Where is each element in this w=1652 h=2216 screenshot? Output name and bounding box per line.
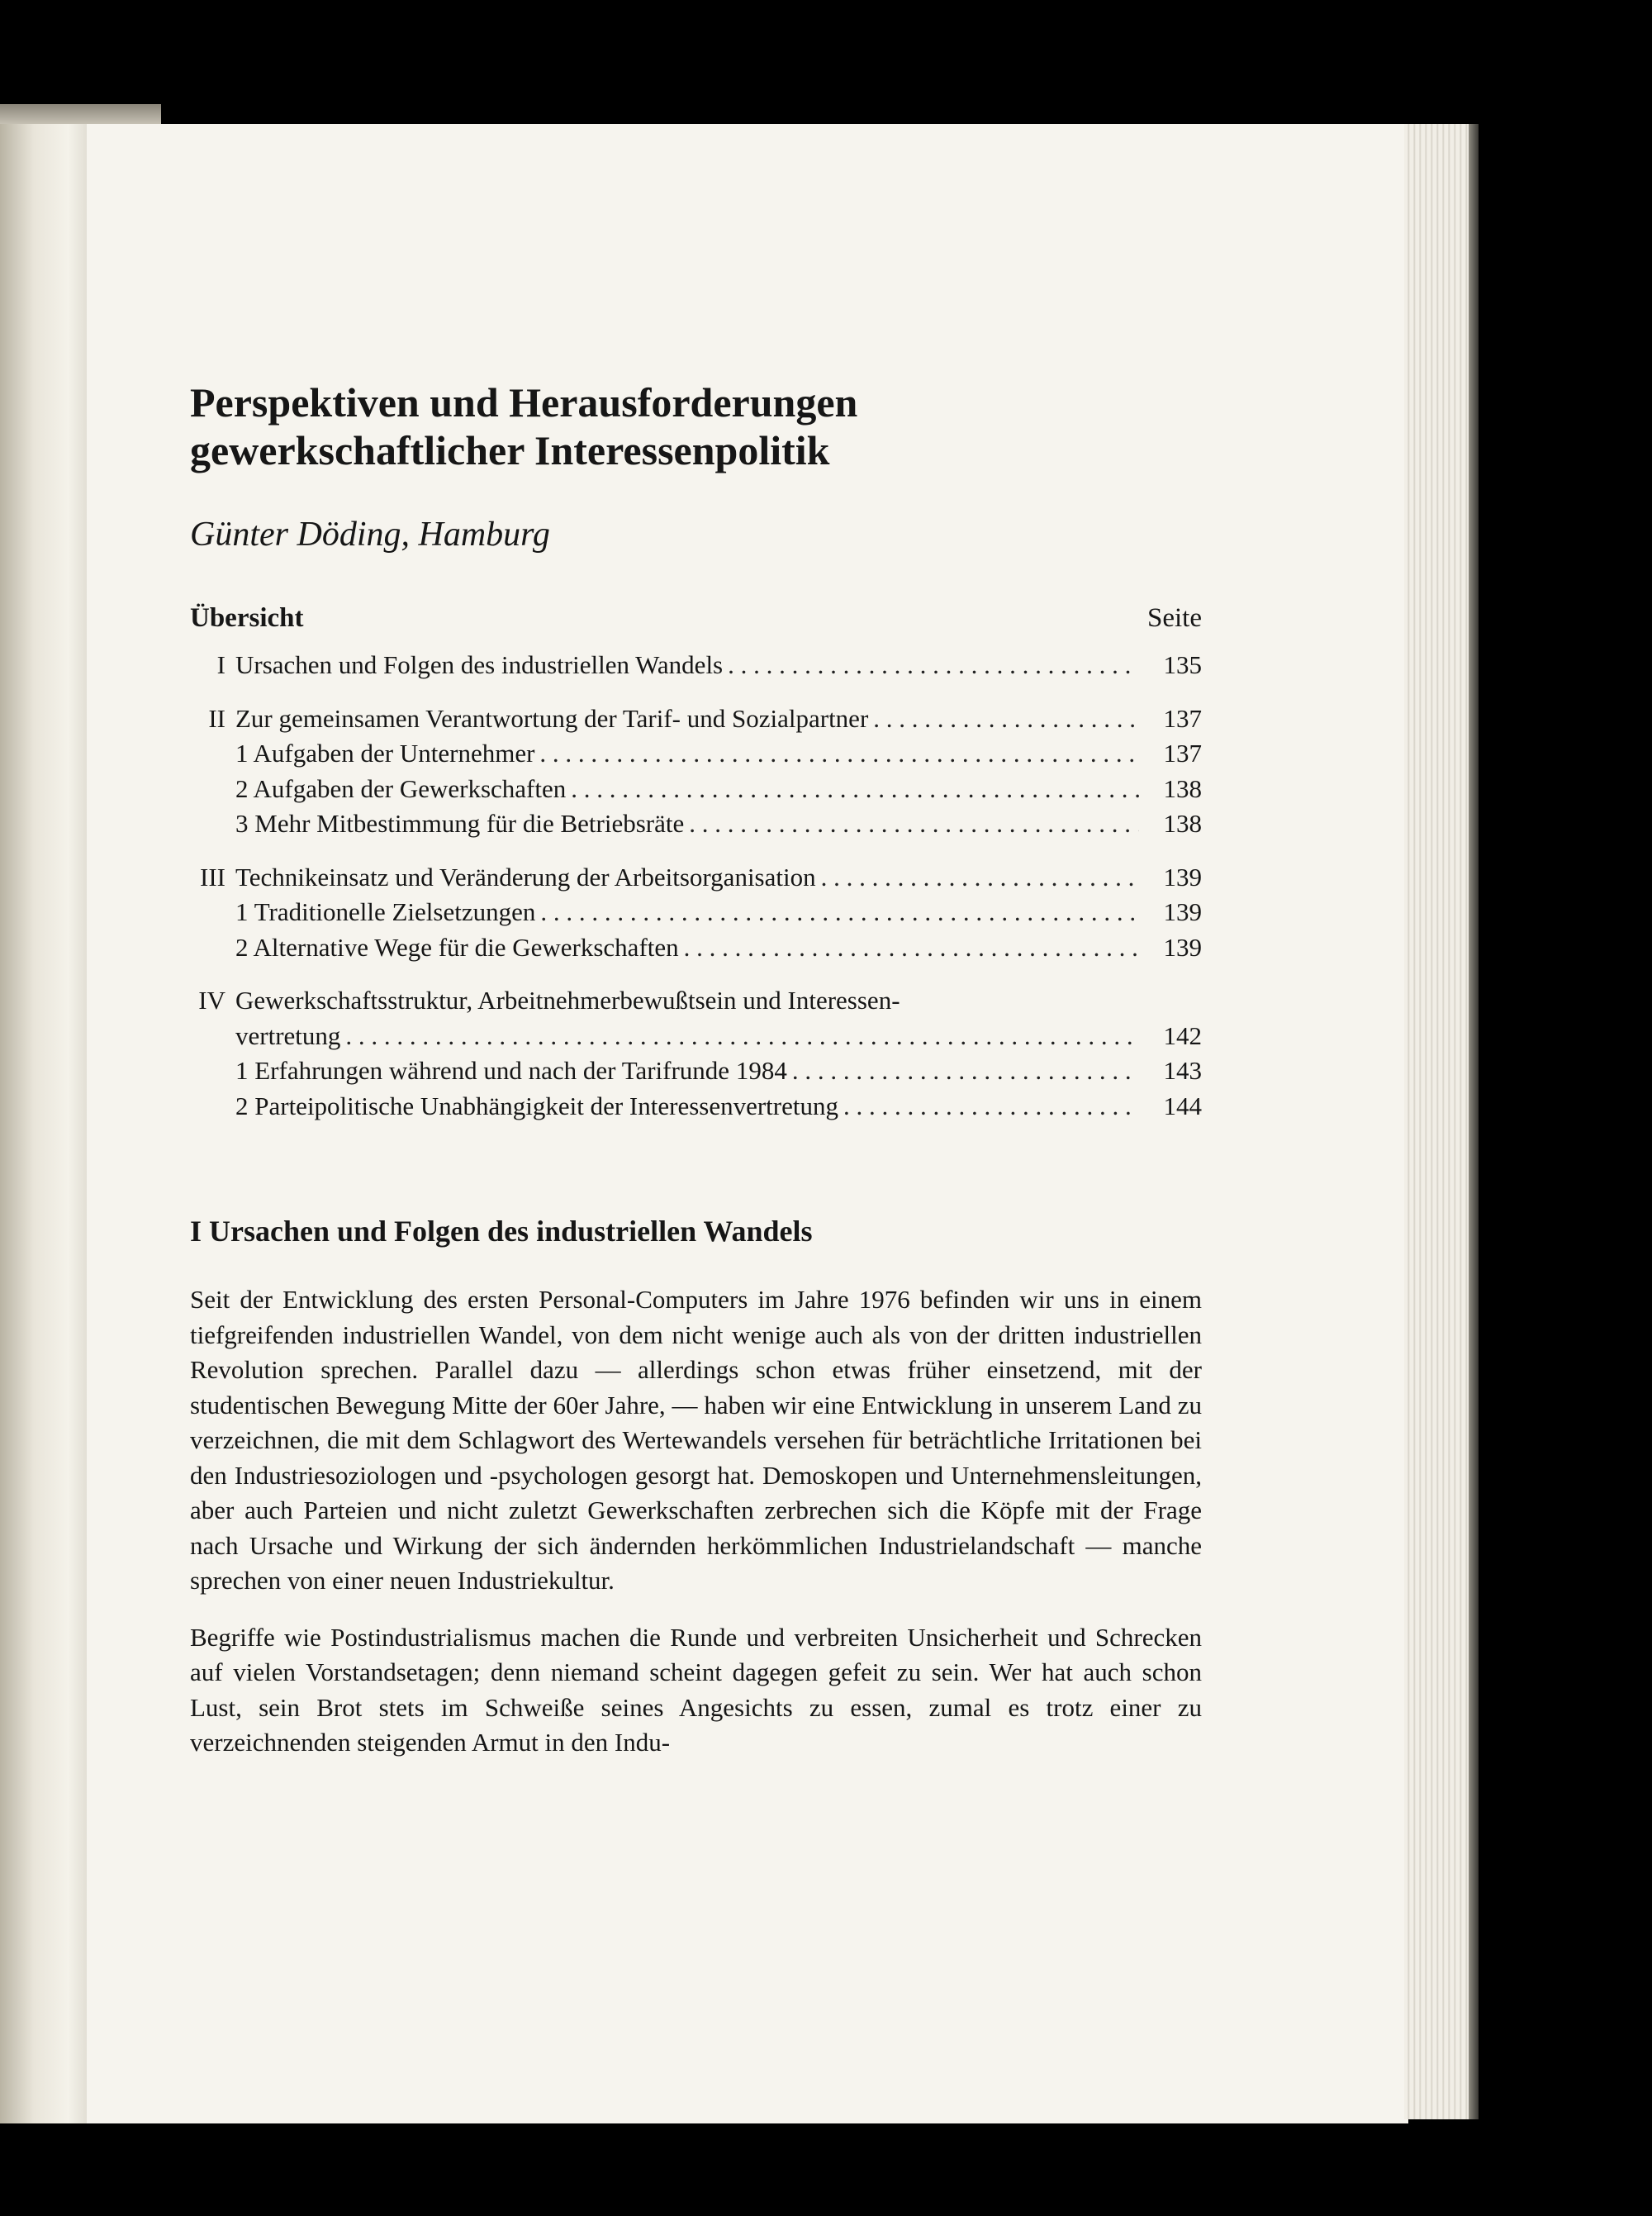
article-title-line-2: gewerkschaftlicher Interessenpolitik bbox=[190, 427, 830, 473]
toc-subentry-page: 138 bbox=[1163, 773, 1202, 803]
article-title-line-1: Perspektiven und Herausforderungen bbox=[190, 379, 858, 426]
body-paragraph-2: Begriffe wie Postindustrialismus machen die Runde und verbreiten Unsicherheit und Schrecken auf vielen Vorstandsetagen; denn niemand scheint dagegen gefeit zu sein. Wer hat auch schon Lust, sein Brot stets im Schweiße seines Angesichts zu essen, zumal es trotz einer zu verzeichnenden steigenden Armut in den Indu- bbox=[190, 1622, 1202, 1757]
toc-subentry-number: 1 bbox=[235, 1056, 249, 1085]
toc-leader-dots bbox=[684, 930, 1139, 966]
toc-group-1 bbox=[190, 648, 1202, 683]
toc-entry-continuation bbox=[190, 1019, 1202, 1054]
toc-entry-title: Technikeinsatz und Veränderung der Arbeitsorganisation bbox=[235, 862, 816, 892]
toc-group-3 bbox=[190, 860, 1202, 966]
toc-subentry-number: 2 bbox=[235, 932, 249, 962]
toc-entry-number: IV bbox=[198, 986, 225, 1015]
toc-subentry bbox=[190, 772, 1202, 807]
toc-subentry-number: 1 bbox=[235, 739, 249, 768]
toc-subentry bbox=[190, 1089, 1202, 1125]
toc-subentry bbox=[190, 736, 1202, 772]
overview-header bbox=[190, 602, 1202, 635]
toc-entry bbox=[190, 983, 1202, 1019]
page-stack-shadow bbox=[1469, 124, 1479, 2119]
toc-subentry bbox=[190, 895, 1202, 930]
page-column-label: Seite bbox=[1147, 603, 1202, 633]
body-paragraph-1: Seit der Entwicklung des ersten Personal-Computers im Jahre 1976 befinden wir uns in einem tiefgreifenden industriellen Wandel, von dem nicht wenige auch als von der dritten industriellen Revolution sprechen. Parallel dazu — allerdings schon etwas früher einsetzend, mit der studentischen Bewegung Mitte der 60er Jahre, — haben wir eine Entwicklung in unserem Land zu verzeichnen, die mit dem Schlagwort des Wertewandels versehen für beträchtliche Irritationen bei den Industriesoziologen und -psychologen gesorgt hat. Demoskopen und Unternehmensleitungen, aber auch Parteien und nicht zuletzt Gewerkschaften zerbrechen sich die Köpfe mit der Frage nach Ursache und Wirkung der sich ändernden herkömmlichen Industrielandschaft — manche sprechen von einer neuen Industriekultur. bbox=[190, 1285, 1202, 1595]
toc-subentry-title: Aufgaben der Unternehmer bbox=[253, 739, 535, 768]
toc-subentry-page: 139 bbox=[1163, 897, 1202, 926]
toc-leader-dots bbox=[345, 1019, 1139, 1054]
toc-subentry-number: 2 bbox=[235, 773, 249, 803]
toc-leader-dots bbox=[873, 701, 1139, 737]
toc-subentry-title: Mehr Mitbestimmung für die Betriebsräte bbox=[254, 809, 685, 838]
toc-entry bbox=[190, 648, 1202, 683]
toc-group-4 bbox=[190, 983, 1202, 1124]
article-author: Günter Döding, Hamburg bbox=[190, 516, 550, 554]
toc-entry-page: 139 bbox=[1163, 862, 1202, 892]
toc-entry-number: II bbox=[208, 703, 225, 733]
toc-entry bbox=[190, 860, 1202, 896]
toc-entry-number: III bbox=[200, 862, 225, 892]
toc-leader-dots bbox=[728, 648, 1139, 683]
toc-entry-title-line-2: vertretung bbox=[235, 1020, 341, 1050]
toc-entry-title: Ursachen und Folgen des industriellen Wandels bbox=[235, 650, 724, 679]
toc-subentry-page: 144 bbox=[1163, 1091, 1202, 1120]
toc-entry-page: 135 bbox=[1163, 650, 1202, 679]
toc-subentry bbox=[190, 806, 1202, 842]
toc-subentry-page: 138 bbox=[1163, 809, 1202, 838]
toc-group-2 bbox=[190, 701, 1202, 842]
toc-entry-page: 137 bbox=[1163, 703, 1202, 733]
table-of-contents bbox=[190, 648, 1202, 1124]
toc-leader-dots bbox=[843, 1089, 1139, 1125]
toc-subentry-title: Erfahrungen während und nach der Tarifrunde 1984 bbox=[254, 1056, 787, 1085]
previous-page-edge bbox=[0, 124, 97, 2123]
toc-leader-dots bbox=[821, 860, 1139, 896]
toc-subentry-number: 1 bbox=[235, 897, 249, 926]
toc-subentry-title: Traditionelle Zielsetzungen bbox=[254, 897, 536, 926]
toc-subentry-page: 137 bbox=[1163, 739, 1202, 768]
toc-subentry-title: Aufgaben der Gewerkschaften bbox=[253, 773, 567, 803]
section-heading: I Ursachen und Folgen des industriellen Wandels bbox=[190, 1215, 813, 1248]
toc-entry-title-line-1: Gewerkschaftsstruktur, Arbeitnehmerbewußtsein und Interessen- bbox=[235, 986, 900, 1015]
toc-leader-dots bbox=[571, 772, 1139, 807]
toc-subentry bbox=[190, 1053, 1202, 1089]
toc-leader-dots bbox=[792, 1053, 1139, 1089]
overview-label: Übersicht bbox=[190, 603, 304, 633]
page-stack-edge bbox=[1404, 124, 1469, 2119]
toc-entry-title: Zur gemeinsamen Verantwortung der Tarif- und Sozialpartner bbox=[235, 703, 869, 733]
toc-subentry bbox=[190, 930, 1202, 966]
toc-subentry-title: Alternative Wege für die Gewerkschaften bbox=[253, 932, 679, 962]
toc-subentry-page: 139 bbox=[1163, 932, 1202, 962]
toc-subentry-page: 143 bbox=[1163, 1056, 1202, 1085]
toc-subentry-number: 3 bbox=[235, 809, 249, 838]
toc-entry bbox=[190, 701, 1202, 737]
toc-subentry-title: Parteipolitische Unabhängigkeit der Interessenvertretung bbox=[254, 1091, 838, 1120]
toc-leader-dots bbox=[539, 736, 1139, 772]
toc-subentry-number: 2 bbox=[235, 1091, 249, 1120]
toc-leader-dots bbox=[540, 895, 1139, 930]
toc-entry-number: I bbox=[216, 650, 225, 679]
article-title bbox=[190, 378, 1202, 474]
toc-entry-page: 142 bbox=[1163, 1020, 1202, 1050]
page-content bbox=[190, 378, 1202, 1761]
toc-leader-dots bbox=[689, 806, 1139, 842]
